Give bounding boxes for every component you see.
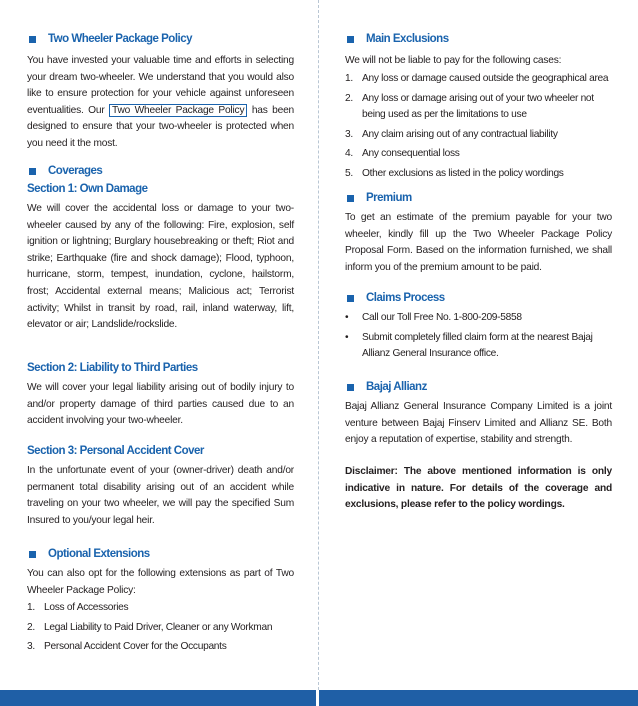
list-item: 3. Any claim arising out of any contractual liability	[345, 128, 558, 140]
list-item: 5. Other exclusions as listed in the policy wordings	[345, 167, 564, 179]
bajaj-heading: Bajaj Allianz	[345, 381, 427, 393]
column-divider	[318, 0, 319, 690]
claims-list	[345, 310, 612, 366]
premium-paragraph: To get an estimate of the premium payable for your two wheeler, kindly fill up the Two Wheeler Package Policy Proposal Form. Based on the information furnished, we shall inform you of the premium amount to be paid.	[345, 212, 612, 273]
exclusions-intro: We will not be liable to pay for the following cases:	[345, 55, 562, 66]
right-column	[345, 0, 612, 690]
claims-heading: Claims Process	[345, 292, 445, 304]
optional-list	[27, 600, 294, 659]
list-item: 4. Any consequential loss	[345, 148, 460, 160]
coverages-heading: Coverages	[27, 165, 102, 177]
bajaj-paragraph: Bajaj Allianz General Insurance Company Limited is a joint venture between Bajaj Finserv Limited and Allianz SE. Both enjoy a reputation of expertise, stability and strength.	[345, 401, 612, 446]
package-heading: Two Wheeler Package Policy	[27, 33, 192, 45]
section2-paragraph: We will cover your legal liability arising out of bodily injury to and/or property damage of third parties caused due to an accident involving your two-wheeler.	[27, 382, 294, 427]
exclusions-heading: Main Exclusions	[345, 33, 449, 45]
bullet-square-icon	[347, 384, 354, 391]
disclaimer-paragraph: Disclaimer: The above mentioned information is only indicative in nature. For details of the coverage and exclusions, please refer to the policy wordings.	[345, 466, 612, 511]
footer-bar-gap	[316, 690, 319, 706]
policy-link[interactable]: Two Wheeler Package Policy	[109, 104, 247, 117]
section1-paragraph: We will cover the accidental loss or damage to your two-wheeler caused by any of the following: Fire, explosion, self ignition or lightning; Burglary housebreaking or theft; Riot and strike; Earthquake (fire and shock damage); Flood, typhoon, hurricane, storm, tempest, inundation, cyclone, hailstorm, frost; Accidental external means; Malicious act; Terrorist activity; Whilst in transit by road, rail, inland waterway, lift, elevator or air; Landslide/rockslide.	[27, 203, 294, 331]
list-item: 1. Any loss or damage caused outside the geographical area	[345, 73, 609, 84]
footer-bar	[0, 690, 638, 706]
section3-paragraph: In the unfortunate event of your (owner-driver) death and/or permanent total disability arising out of an accident while traveling on your two wheeler, we will pay the specified Sum Insured to you/your legal heir.	[27, 465, 294, 526]
section2-title: Section 2: Liability to Third Parties	[27, 362, 198, 374]
exclusions-list	[345, 71, 612, 186]
list-item: 3. Personal Accident Cover for the Occupants	[27, 641, 227, 653]
list-item: • Submit completely filled claim form at the nearest Bajaj Allianz General Insurance office.	[345, 331, 593, 360]
list-item: 2. Legal Liability to Paid Driver, Cleaner or any Workman	[27, 621, 273, 633]
optional-heading: Optional Extensions	[27, 548, 150, 560]
left-column	[27, 0, 294, 690]
section3-title: Section 3: Personal Accident Cover	[27, 445, 204, 457]
premium-heading: Premium	[345, 192, 412, 204]
list-item: • Call our Toll Free No. 1-800-209-5858	[345, 312, 522, 323]
section1-title: Section 1: Own Damage	[27, 183, 148, 195]
bullet-square-icon	[347, 195, 354, 202]
bullet-square-icon	[347, 295, 354, 302]
list-item: 1. Loss of Accessories	[27, 602, 129, 613]
intro-paragraph: You have invested your valuable time and efforts in selecting your dream two-wheeler. We understand that you would also like to ensure protection for your vehicle against unforeseen eventualities. Our Two Wheeler Package Policy has been designed to ensure that your two-wheeler is protected when you need it the most.	[27, 55, 295, 149]
bullet-square-icon	[29, 551, 36, 558]
bullet-square-icon	[29, 36, 36, 43]
bullet-square-icon	[29, 168, 36, 175]
list-item: 2. Any loss or damage arising out of your two wheeler not being used as per the limitations to use	[345, 92, 594, 121]
optional-paragraph: You can also opt for the following extensions as part of Two Wheeler Package Policy:	[27, 568, 294, 596]
bullet-square-icon	[347, 36, 354, 43]
